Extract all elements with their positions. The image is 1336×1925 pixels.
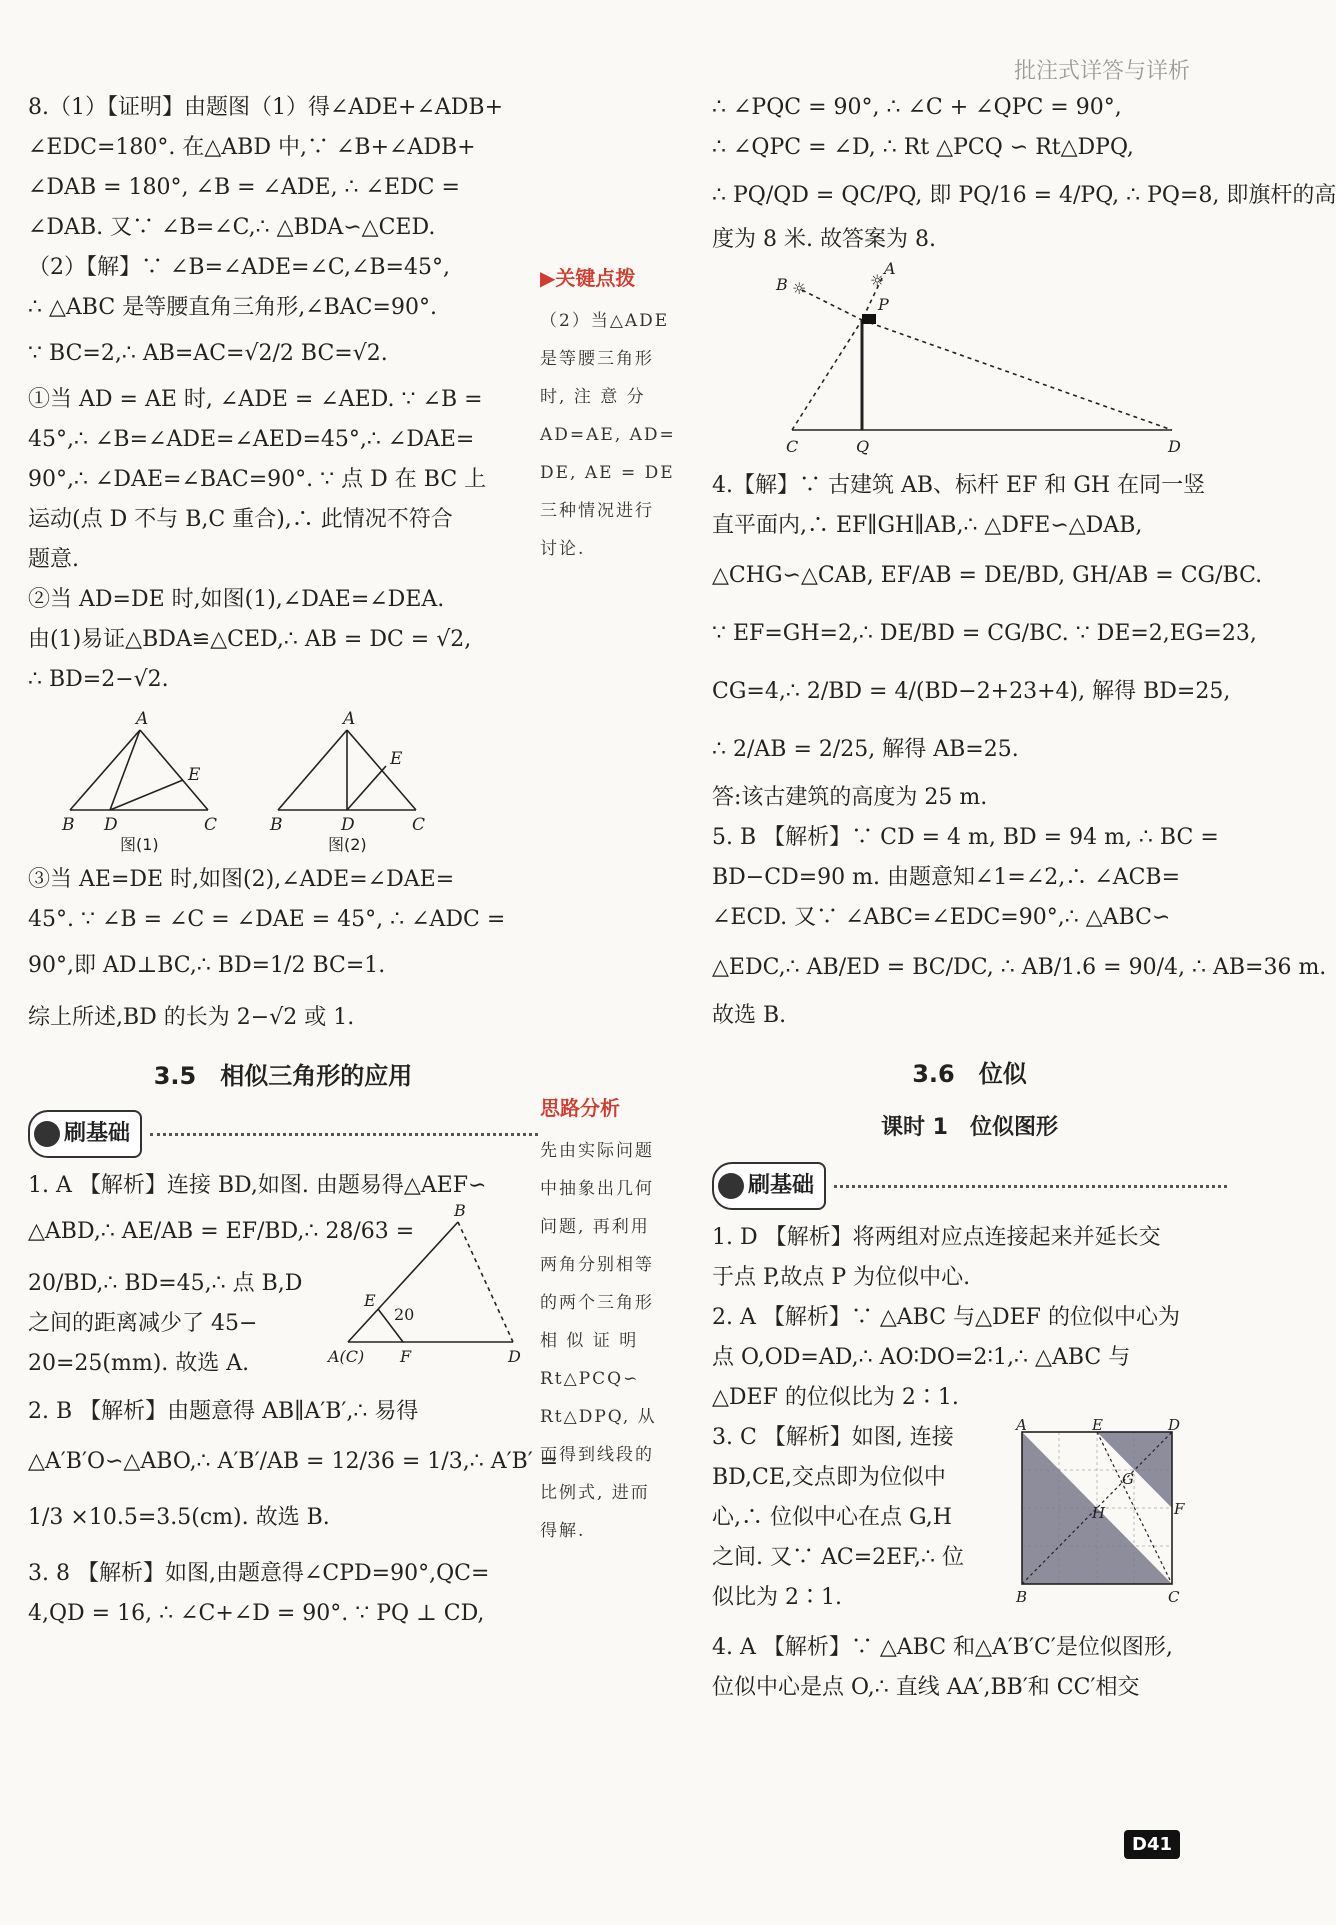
flagpole-figure bbox=[772, 260, 1212, 460]
text-line: CG=4,∴ 2/BD = 4/(BD−2+23+4), 解得 BD=25, bbox=[712, 679, 1231, 704]
r3-block bbox=[712, 1418, 1227, 1628]
r2-block bbox=[712, 1298, 1227, 1418]
key-tip-note bbox=[540, 258, 680, 568]
right-column bbox=[712, 88, 1336, 1708]
text-line: ∠DAB = 180°, ∠B = ∠ADE, ∴ ∠EDC = bbox=[28, 175, 460, 200]
thinking-note bbox=[540, 1088, 680, 1550]
grid-label-a: A bbox=[1016, 1416, 1027, 1434]
basic-practice-badge bbox=[712, 1162, 826, 1210]
note-line: DE, AE = DE bbox=[540, 463, 675, 483]
text-line: 8.（1）【证明】由题图（1）得∠ADE+∠ADB+ bbox=[28, 95, 503, 120]
fig1-label-d: D bbox=[104, 815, 118, 835]
q1-label-ac: A(C) bbox=[328, 1347, 365, 1366]
text-line: 3. C 【解析】如图, 连接 bbox=[712, 1425, 954, 1450]
note-line: 先由实际问题 bbox=[540, 1141, 654, 1161]
q3-cont-block bbox=[712, 88, 1336, 260]
fig2-label-d: D bbox=[341, 815, 355, 835]
text-line: △CHG∽△CAB, EF/AB = DE/BD, GH/AB = CG/BC. bbox=[712, 563, 1263, 588]
fig1-label-c: C bbox=[204, 815, 218, 835]
note-line: Rt△DPQ, 从 bbox=[540, 1407, 657, 1427]
badge-label: 刷基础 bbox=[64, 1121, 131, 1146]
q8-block bbox=[28, 88, 538, 700]
text-line: 4.【解】∵ 古建筑 AB、标杆 EF 和 GH 在同一竖 bbox=[712, 473, 1206, 498]
text-line: BD−CD=90 m. 由题意知∠1=∠2,∴ ∠ACB= bbox=[712, 865, 1181, 890]
thinking-title: 思路分析 bbox=[540, 1096, 620, 1120]
grid-label-c: C bbox=[1168, 1588, 1180, 1606]
text-line: 2. B 【解析】由题意得 AB∥A′B′,∴ 易得 bbox=[28, 1399, 419, 1424]
text-line: 故选 B. bbox=[712, 1003, 787, 1028]
text-line: ∴ 2/AB = 2/25, 解得 AB=25. bbox=[712, 737, 1019, 762]
dotted-divider bbox=[150, 1133, 538, 1136]
q4-block bbox=[712, 466, 1263, 818]
text-line: 2. A 【解析】∵ △ABC 与△DEF 的位似中心为 bbox=[712, 1305, 1180, 1330]
text-line: ∴ PQ/QD = QC/PQ, 即 PQ/16 = 4/PQ, ∴ PQ=8, 即旗杆的高 bbox=[712, 183, 1336, 208]
note-line: 得解. bbox=[540, 1521, 586, 1541]
text-line: ∵ BC=2,∴ AB=AC=√2/2 BC=√2. bbox=[28, 341, 388, 366]
fig2-caption: 图(2) bbox=[328, 835, 367, 854]
grid-label-h: H bbox=[1092, 1504, 1106, 1522]
q1-figure bbox=[328, 1201, 528, 1366]
page-header: 批注式详答与详析 bbox=[1013, 59, 1190, 84]
grid-label-d: D bbox=[1168, 1416, 1181, 1434]
text-line: 1/3 ×10.5=3.5(cm). 故选 B. bbox=[28, 1505, 330, 1530]
text-line: ∵ EF=GH=2,∴ DE/BD = CG/BC. ∵ DE=2,EG=23, bbox=[712, 621, 1257, 646]
text-line: ∴ ∠PQC = 90°, ∴ ∠C + ∠QPC = 90°, bbox=[712, 95, 1122, 120]
text-line: ∴ ∠QPC = ∠D, ∴ Rt △PCQ ∽ Rt△DPQ, bbox=[712, 135, 1134, 160]
q2-block bbox=[28, 1392, 559, 1538]
r1-block bbox=[712, 1218, 1227, 1298]
triangle-figures bbox=[28, 700, 538, 854]
q5-block bbox=[712, 818, 1327, 1036]
fig2-label-b: B bbox=[270, 815, 283, 835]
q8-block-cont bbox=[28, 860, 538, 1038]
note-line: Rt△PCQ∽ bbox=[540, 1369, 640, 1389]
fig1-label-b: B bbox=[62, 815, 75, 835]
text-line: 20=25(mm). 故选 A. bbox=[28, 1351, 250, 1376]
note-line: 的两个三角形 bbox=[540, 1293, 654, 1313]
flag-label-c: C bbox=[786, 437, 799, 456]
note-line: 两角分别相等 bbox=[540, 1255, 654, 1275]
text-line: ∴ BD=2−√2. bbox=[28, 667, 169, 692]
note-line: 中抽象出几何 bbox=[540, 1179, 654, 1199]
fig1-caption: 图(1) bbox=[120, 835, 159, 854]
grid-label-g: G bbox=[1122, 1470, 1134, 1488]
text-line: 45°,∴ ∠B=∠ADE=∠AED=45°,∴ ∠DAE= bbox=[28, 427, 475, 452]
q1-label-d: D bbox=[508, 1347, 521, 1366]
flag-label-d: D bbox=[1168, 437, 1181, 456]
side-notes-column bbox=[540, 258, 680, 1550]
text-line: △ABD,∴ AE/AB = EF/BD,∴ 28/63 = bbox=[28, 1219, 415, 1244]
fig2-label-c: C bbox=[412, 815, 426, 835]
fig2-label-a: A bbox=[343, 709, 356, 729]
text-line: 位似中心是点 O,∴ 直线 AA′,BB′和 CC′相交 bbox=[712, 1675, 1140, 1700]
text-line: 之间的距离减少了 45− bbox=[28, 1311, 258, 1336]
note-line: 相 似 证 明 bbox=[540, 1331, 639, 1351]
text-line: 似比为 2∶1. bbox=[712, 1585, 842, 1610]
q1-label-e: E bbox=[364, 1291, 376, 1310]
section-title-3-5: 3.5 相似三角形的应用 bbox=[153, 1062, 413, 1090]
text-line: ②当 AD=DE 时,如图(1),∠DAE=∠DEA. bbox=[28, 587, 445, 612]
left-column bbox=[28, 88, 559, 1634]
note-line: （2）当△ADE bbox=[540, 311, 670, 331]
text-line: 90°,∴ ∠DAE=∠BAC=90°. ∵ 点 D 在 BC 上 bbox=[28, 467, 487, 492]
grid-figure bbox=[1012, 1416, 1185, 1618]
text-line: 5. B 【解析】∵ CD = 4 m, BD = 94 m, ∴ BC = bbox=[712, 825, 1219, 850]
q1-label-b: B bbox=[454, 1201, 466, 1220]
note-line: 问题, 再利用 bbox=[540, 1217, 650, 1237]
dotted-divider bbox=[834, 1185, 1227, 1188]
sun-icon: ☼ bbox=[870, 271, 885, 290]
text-line: ∴ △ABC 是等腰直角三角形,∠BAC=90°. bbox=[28, 295, 437, 320]
fig1-label-a: A bbox=[136, 709, 149, 729]
text-line: 度为 8 米. 故答案为 8. bbox=[712, 227, 936, 252]
key-tip-title: ▶关键点拨 bbox=[540, 266, 636, 290]
grid-label-b: B bbox=[1016, 1588, 1028, 1606]
flag-label-p: P bbox=[878, 295, 889, 314]
text-line: △A′B′O∽△ABO,∴ A′B′/AB = 12/36 = 1/3,∴ A′B′ = bbox=[28, 1449, 559, 1474]
text-line: △DEF 的位似比为 2∶1. bbox=[712, 1385, 959, 1410]
flag-label-q: Q bbox=[856, 437, 870, 456]
section-title-3-6: 3.6 位似 bbox=[912, 1060, 1027, 1088]
text-line: ①当 AD = AE 时, ∠ADE = ∠AED. ∵ ∠B = bbox=[28, 387, 483, 412]
q3-block bbox=[28, 1554, 538, 1634]
text-line: 90°,即 AD⊥BC,∴ BD=1/2 BC=1. bbox=[28, 953, 386, 978]
q1-block bbox=[28, 1166, 538, 1384]
text-line: 直平面内,∴ EF∥GH∥AB,∴ △DFE∽△DAB, bbox=[712, 513, 1143, 538]
fig1-label-e: E bbox=[188, 765, 201, 785]
note-line: 而得到线段的 bbox=[540, 1445, 654, 1465]
note-line: 比例式, 进而 bbox=[540, 1483, 650, 1503]
badge-label: 刷基础 bbox=[748, 1173, 815, 1198]
flag-label-b: B bbox=[776, 275, 788, 294]
grid-label-e: E bbox=[1092, 1416, 1103, 1434]
text-line: 综上所述,BD 的长为 2−√2 或 1. bbox=[28, 1005, 355, 1030]
r4-block bbox=[712, 1628, 1227, 1708]
text-line: 由(1)易证△BDA≌△CED,∴ AB = DC = √2, bbox=[28, 627, 472, 652]
flag-label-a: A bbox=[884, 259, 896, 278]
badge-row bbox=[712, 1162, 1227, 1210]
figure-2 bbox=[278, 730, 416, 810]
text-line: 心,∴ 位似中心在点 G,H bbox=[712, 1505, 952, 1530]
text-line: 题意. bbox=[28, 547, 79, 572]
lesson-title: 课时 1 位似图形 bbox=[881, 1115, 1058, 1140]
q1-label-f: F bbox=[400, 1347, 412, 1366]
text-line: 20/BD,∴ BD=45,∴ 点 B,D bbox=[28, 1271, 303, 1296]
sun-icon: ☼ bbox=[792, 279, 807, 298]
text-line: ∠EDC=180°. 在△ABD 中,∵ ∠B+∠ADB+ bbox=[28, 135, 476, 160]
text-line: 1. A 【解析】连接 BD,如图. 由题易得△AEF∽ bbox=[28, 1173, 487, 1198]
text-line: 答:该古建筑的高度为 25 m. bbox=[712, 785, 988, 810]
note-line: AD=AE, AD= bbox=[540, 425, 676, 445]
badge-row bbox=[28, 1110, 538, 1158]
grid-label-f: F bbox=[1174, 1500, 1185, 1518]
text-line: ③当 AE=DE 时,如图(2),∠ADE=∠DAE= bbox=[28, 867, 455, 892]
text-line: 之间. 又∵ AC=2EF,∴ 位 bbox=[712, 1545, 965, 1570]
fig2-label-e: E bbox=[390, 749, 403, 769]
text-line: BD,CE,交点即为位似中 bbox=[712, 1465, 946, 1490]
note-line: 是等腰三角形 bbox=[540, 349, 654, 369]
basic-practice-badge bbox=[28, 1110, 142, 1158]
note-line: 时, 注 意 分 bbox=[540, 387, 646, 407]
q1-label-20: 20 bbox=[394, 1305, 415, 1324]
brush-icon bbox=[718, 1173, 744, 1199]
text-line: ∠DAB. 又∵ ∠B=∠C,∴ △BDA∽△CED. bbox=[28, 215, 436, 240]
note-line: 讨论. bbox=[540, 539, 586, 559]
text-line: 4. A 【解析】∵ △ABC 和△A′B′C′是位似图形, bbox=[712, 1635, 1173, 1660]
text-line: 45°. ∵ ∠B = ∠C = ∠DAE = 45°, ∴ ∠ADC = bbox=[28, 907, 506, 932]
page-number: D41 bbox=[1124, 1830, 1180, 1859]
text-line: 点 O,OD=AD,∴ AO∶DO=2∶1,∴ △ABC 与 bbox=[712, 1345, 1131, 1370]
text-line: 于点 P,故点 P 为位似中心. bbox=[712, 1265, 971, 1290]
brush-icon bbox=[34, 1121, 60, 1147]
text-line: ∠ECD. 又∵ ∠ABC=∠EDC=90°,∴ △ABC∽ bbox=[712, 905, 1171, 930]
text-line: 1. D 【解析】将两组对应点连接起来并延长交 bbox=[712, 1225, 1161, 1250]
text-line: （2）【解】∵ ∠B=∠ADE=∠C,∠B=45°, bbox=[28, 255, 450, 280]
note-line: 三种情况进行 bbox=[540, 501, 654, 521]
text-line: 3. 8 【解析】如图,由题意得∠CPD=90°,QC= bbox=[28, 1561, 490, 1586]
text-line: △EDC,∴ AB/ED = BC/DC, ∴ AB/1.6 = 90/4, ∴ AB=36 m. bbox=[712, 955, 1327, 980]
text-line: 4,QD = 16, ∴ ∠C+∠D = 90°. ∵ PQ ⊥ CD, bbox=[28, 1601, 485, 1626]
text-line: 运动(点 D 不与 B,C 重合),∴ 此情况不符合 bbox=[28, 507, 453, 532]
